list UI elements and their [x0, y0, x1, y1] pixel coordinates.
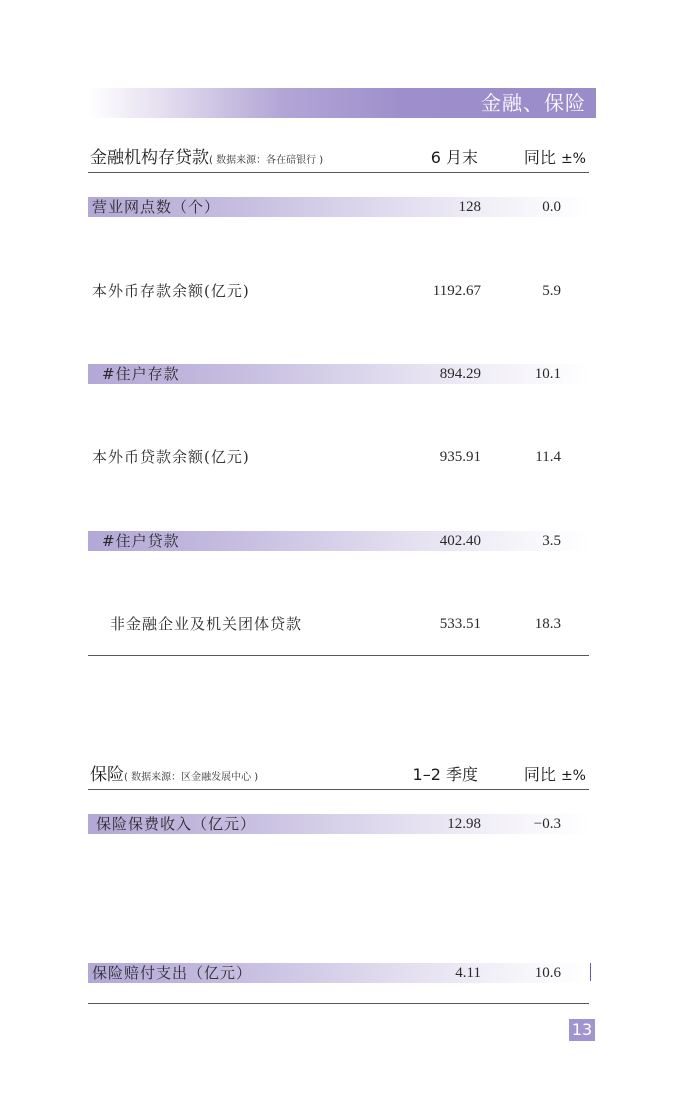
finance-col-period: 6 月末 — [430, 148, 478, 167]
row-end-tick — [590, 963, 591, 981]
row-value-yoy: 0.0 — [542, 199, 561, 215]
row-label: 本外币贷款余额(亿元) — [92, 448, 250, 466]
table-row — [88, 281, 589, 301]
table-row — [88, 814, 589, 834]
finance-table-source: ( 数据来源：各在碚银行 ) — [209, 155, 324, 166]
row-label: #住户存款 — [102, 365, 180, 383]
row-value-yoy: −0.3 — [533, 816, 561, 832]
row-value-yoy: 5.9 — [542, 283, 561, 299]
row-value-period: 12.98 — [447, 816, 481, 832]
row-value-period: 402.40 — [439, 533, 481, 549]
insurance-col-period: 1–2 季度 — [412, 765, 478, 784]
insurance-col-yoy: 同比 — [523, 765, 556, 784]
page-number: 13 — [569, 1019, 595, 1041]
finance-col-yoy: 同比 — [523, 148, 556, 167]
row-value-period: 128 — [458, 199, 481, 215]
finance-col-yoy-wrap — [524, 145, 586, 168]
row-value-yoy: 10.1 — [534, 366, 561, 382]
insurance-col-yoy-unit: ±% — [560, 768, 586, 784]
insurance-table-source: ( 数据来源：区金融发展中心 ) — [124, 772, 259, 783]
insurance-table-title: 保险 — [90, 765, 124, 785]
row-label: 营业网点数（个） — [92, 198, 221, 216]
finance-bottom-rule — [88, 655, 589, 656]
insurance-table-header — [90, 763, 588, 787]
row-label: 保险保费收入（亿元） — [96, 815, 257, 833]
banner-title: 金融、保险 — [481, 91, 586, 115]
table-row — [88, 614, 589, 634]
finance-table-title: 金融机构存贷款 — [90, 148, 209, 168]
row-value-period: 1192.67 — [432, 283, 481, 299]
table-row — [88, 531, 589, 551]
table-row — [88, 197, 589, 217]
finance-col-yoy-unit: ±% — [560, 151, 586, 167]
row-label: #住户贷款 — [102, 532, 180, 550]
row-value-period: 533.51 — [439, 616, 481, 632]
row-value-yoy: 3.5 — [542, 533, 561, 549]
table-row — [88, 963, 589, 983]
insurance-col-yoy-wrap — [524, 762, 586, 785]
insurance-header-rule — [88, 789, 589, 790]
insurance-table-title-wrap — [90, 760, 258, 785]
row-label: 本外币存款余额(亿元) — [92, 282, 250, 300]
table-row — [88, 364, 589, 384]
insurance-bottom-rule — [88, 1003, 589, 1004]
row-value-period: 4.11 — [455, 965, 481, 981]
row-value-yoy: 11.4 — [535, 449, 561, 465]
section-banner — [88, 88, 596, 118]
finance-header-rule — [88, 172, 589, 173]
row-value-yoy: 18.3 — [534, 616, 561, 632]
row-label: 非金融企业及机关团体贷款 — [110, 615, 303, 633]
table-row — [88, 447, 589, 467]
finance-table-header — [90, 146, 588, 170]
row-label: 保险赔付支出（亿元） — [92, 964, 253, 982]
finance-table-title-wrap — [90, 143, 323, 168]
row-value-period: 935.91 — [439, 449, 481, 465]
row-value-yoy: 10.6 — [534, 965, 561, 981]
row-value-period: 894.29 — [439, 366, 481, 382]
